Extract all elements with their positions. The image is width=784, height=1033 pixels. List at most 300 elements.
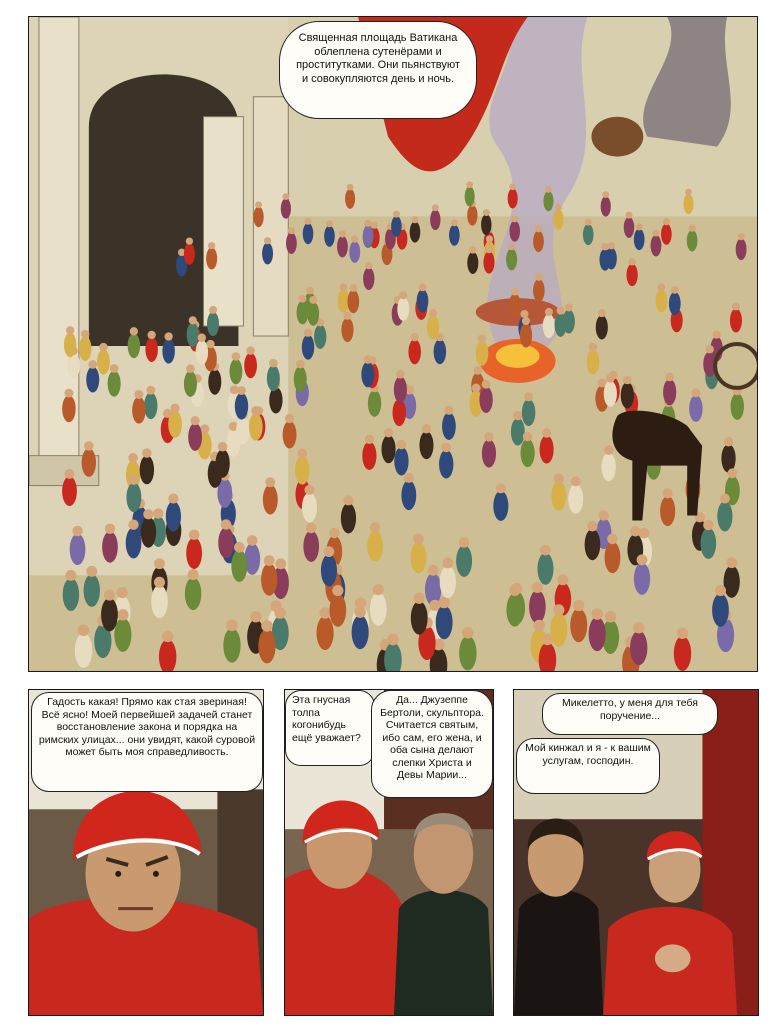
crowd-person xyxy=(314,324,326,349)
crowd-person xyxy=(483,251,494,273)
crowd-person-head xyxy=(485,246,492,253)
crowd-person-head xyxy=(329,528,340,539)
crowd-person-head xyxy=(511,288,519,296)
crowd-person-head xyxy=(117,609,128,620)
crowd-person-head xyxy=(370,522,380,532)
crowd-person xyxy=(62,395,75,422)
crowd-person xyxy=(230,359,243,385)
crowd-person xyxy=(401,480,416,510)
crowd-person xyxy=(391,216,401,237)
crowd-person xyxy=(509,294,521,318)
crowd-person xyxy=(427,315,439,339)
crowd-person-head xyxy=(599,510,609,520)
crowd-person xyxy=(604,380,617,406)
crowd-person-head xyxy=(274,607,285,618)
crowd-person-head xyxy=(190,416,199,425)
crowd-person xyxy=(361,362,374,388)
crowd-person-head xyxy=(275,558,286,569)
crowd-person xyxy=(184,371,197,397)
crowd-person xyxy=(605,542,621,574)
crowd-person xyxy=(511,418,525,446)
crowd-person xyxy=(132,397,145,424)
crowd-person xyxy=(281,198,291,218)
crowd-person-head xyxy=(625,212,632,219)
crowd-person-head xyxy=(209,306,217,314)
crowd-person xyxy=(601,453,615,482)
speech-bubble-narration: Священная площадь Ватикана облеплена сутенёрами и проститутками. Они пьянствуют и совокупляются день и ночь. xyxy=(279,21,477,119)
crowd-person-head xyxy=(306,287,314,295)
crowd-person xyxy=(337,236,348,258)
crowd-person xyxy=(465,186,475,206)
crowd-person-head xyxy=(269,359,278,368)
crowd-person xyxy=(479,386,492,413)
crowd-person-head xyxy=(441,443,451,453)
crowd-person xyxy=(601,196,611,216)
crowd-person xyxy=(555,313,567,337)
crowd-person xyxy=(585,529,601,560)
crowd-person-head xyxy=(658,283,666,291)
crowd-person-head xyxy=(299,295,307,303)
crowd-person xyxy=(64,332,76,357)
crowd-person xyxy=(97,349,110,374)
crowd-person xyxy=(394,447,408,476)
crowd-person-head xyxy=(413,534,424,545)
crowd-person xyxy=(102,531,118,562)
crowd-person-head xyxy=(285,414,294,423)
crowd-person xyxy=(436,605,453,639)
crowd-person xyxy=(302,492,317,522)
crowd-person xyxy=(624,217,635,238)
crowd-person xyxy=(141,517,156,548)
crowd-person-head xyxy=(462,627,474,639)
crowd-person xyxy=(520,323,532,348)
crowd-person-head xyxy=(720,494,730,504)
crowd-person xyxy=(140,455,154,484)
crowd-person-head xyxy=(221,519,231,529)
crowd-person-head xyxy=(339,230,346,237)
crowd-person xyxy=(439,450,453,479)
crowd-person-head xyxy=(663,488,673,498)
crowd-person-head xyxy=(623,375,632,384)
crowd-person-head xyxy=(143,509,153,519)
crowd-person-head xyxy=(264,237,271,244)
crowd-person xyxy=(151,585,168,618)
crowd-person xyxy=(410,221,421,242)
crowd-person-head xyxy=(153,508,163,518)
crowd-person-head xyxy=(198,334,206,342)
crowd-person xyxy=(307,302,319,326)
crowd-person-head xyxy=(304,485,314,495)
crowd-person xyxy=(533,231,544,252)
crowd-person xyxy=(553,209,563,230)
crowd-person-head xyxy=(533,620,545,632)
crowd-person xyxy=(634,229,645,250)
crowd-person-head xyxy=(557,307,565,315)
crowd-person-head xyxy=(237,386,246,395)
crowd-person-head xyxy=(146,386,155,395)
crowd-person xyxy=(63,578,79,611)
crowd-person-head xyxy=(442,557,453,568)
crowd-person xyxy=(411,601,428,635)
crowd-person-head xyxy=(162,630,174,642)
crowd-person-head xyxy=(304,218,311,225)
crowd-person xyxy=(397,297,409,321)
crowd-person xyxy=(302,335,314,360)
crowd-person xyxy=(347,290,359,313)
crowd-person xyxy=(86,367,99,393)
crowd-person-head xyxy=(371,222,378,229)
crowd-person-head xyxy=(399,291,407,299)
crowd-person-head xyxy=(186,364,195,373)
crowd-person-head xyxy=(351,236,358,243)
crowd-person xyxy=(269,387,282,414)
crowd-person xyxy=(509,221,520,242)
crowd-person xyxy=(263,485,278,515)
crowd-person xyxy=(589,617,606,651)
crowd-person xyxy=(370,592,387,625)
crowd-person-head xyxy=(251,406,260,415)
crowd-person-head xyxy=(608,242,615,249)
crowd-person-head xyxy=(393,211,400,218)
crowd-person-head xyxy=(524,392,533,401)
crowd-person-head xyxy=(384,428,393,437)
crowd-person xyxy=(701,528,717,559)
crowd-person xyxy=(70,534,86,565)
crowd-person-head xyxy=(466,181,473,188)
crowd-person-head xyxy=(553,604,564,615)
crowd-person-head xyxy=(340,283,348,291)
crowd-person-head xyxy=(587,521,597,531)
crowd-person-head xyxy=(703,520,713,530)
crowd-person xyxy=(551,481,566,511)
crowd-person xyxy=(634,563,650,595)
crowd-person-head xyxy=(689,225,696,232)
crowd-person-head xyxy=(66,326,74,334)
crowd-person xyxy=(522,399,536,426)
crowd-person-head xyxy=(414,593,425,604)
crowd-person-head xyxy=(147,331,155,339)
crowd-person-head xyxy=(319,607,330,618)
crowd-person-head xyxy=(554,473,564,483)
crowd-person xyxy=(114,618,131,652)
crowd-person-head xyxy=(208,242,215,249)
crowd-person xyxy=(656,289,668,312)
crowd-person-head xyxy=(571,477,581,487)
crowd-person-head xyxy=(523,432,532,441)
panel-cardinal-and-advisor xyxy=(284,689,494,1016)
crowd-person-head xyxy=(478,334,486,342)
crowd-person-head xyxy=(78,624,90,636)
crowd-person xyxy=(731,393,744,420)
crowd-person-head xyxy=(652,229,659,236)
crowd-person-head xyxy=(732,302,740,310)
crowd-person xyxy=(529,590,546,623)
crowd-person xyxy=(352,615,369,649)
crowd-person-head xyxy=(637,554,648,565)
crowd-person xyxy=(126,482,141,512)
crowd-person xyxy=(144,392,157,419)
crowd-person xyxy=(84,574,100,607)
crowd-person xyxy=(303,531,319,562)
crowd-person-head xyxy=(265,477,275,487)
crowd-person-head xyxy=(365,434,374,443)
crowd-person-head xyxy=(513,411,522,420)
crowd-person xyxy=(108,371,121,397)
speech-bubble-cardinal-question: Эта гнусная толпа когонибудь ещё уважает? xyxy=(285,690,375,766)
crowd-person-head xyxy=(573,600,584,611)
crowd-person-head xyxy=(677,627,689,639)
crowd-person xyxy=(362,442,376,470)
crowd-person-head xyxy=(396,370,405,379)
crowd-person xyxy=(651,235,662,257)
crowd-person xyxy=(207,312,219,336)
crowd-person-head xyxy=(508,243,515,250)
crowd-person xyxy=(208,369,221,395)
crowd-person-head xyxy=(81,330,89,338)
crowd-person-head xyxy=(712,330,720,338)
crowd-person-head xyxy=(715,585,726,596)
crowd-person xyxy=(62,476,77,506)
crowd-person xyxy=(493,491,508,521)
speech-bubble-cardinal: Гадость какая! Прямо как стая звериная! Всё ясно! Моей первейшей задачей станет восстановление закона и порядка на римских улицах... они увидят, какой суровой может быть моя справедливость. xyxy=(31,692,263,792)
crowd-person xyxy=(218,527,234,558)
crowd-person xyxy=(363,267,374,290)
crowd-person-head xyxy=(65,469,75,479)
crowd-person xyxy=(417,289,429,312)
crowd-person xyxy=(459,636,476,671)
crowd-person-head xyxy=(309,296,317,304)
crowd-person-head xyxy=(459,537,470,548)
crowd-person-head xyxy=(444,406,453,415)
crowd-person-head xyxy=(473,366,482,375)
crowd-person-head xyxy=(232,352,241,361)
crowd-person-head xyxy=(685,189,692,196)
crowd-person xyxy=(341,318,353,342)
crowd-person-head xyxy=(247,535,258,546)
crowd-person-head xyxy=(154,577,165,588)
crowd-person xyxy=(506,593,523,626)
crowd-person xyxy=(128,333,140,358)
crowd-person-head xyxy=(306,523,316,533)
crowd-person xyxy=(253,207,263,228)
crowd-person-head xyxy=(130,327,138,335)
crowd-person xyxy=(286,232,297,254)
crowd-person xyxy=(249,413,263,440)
crowd-person-head xyxy=(520,310,528,318)
crowd-person-head xyxy=(496,483,506,493)
crowd-person-head xyxy=(663,218,670,225)
crowd-person xyxy=(393,399,407,426)
crowd-person xyxy=(283,421,297,449)
crowd-person xyxy=(258,629,275,664)
crowd-person-head xyxy=(246,346,254,354)
crowd-person-head xyxy=(535,225,542,232)
speech-bubble-advisor-answer: Да... Джузеппе Бертоли, скульптора. Считается святым, ибо сам, его жена, и оба сына делают слепки Христа и Девы Марии... xyxy=(371,690,493,798)
crowd-person xyxy=(736,238,747,260)
crowd-person-head xyxy=(404,473,414,483)
crowd-person-head xyxy=(432,204,439,211)
crowd-person-head xyxy=(365,220,372,227)
crowd-person xyxy=(101,598,118,632)
crowd-person xyxy=(543,314,555,338)
crowd-person-head xyxy=(282,193,289,200)
crowd-person-head xyxy=(397,440,407,450)
crowd-person-head xyxy=(469,246,476,253)
crowd-person-head xyxy=(261,620,273,632)
crowd-person-head xyxy=(264,555,275,566)
crowd-person-head xyxy=(472,384,481,393)
crowd-person-head xyxy=(585,219,592,226)
crowd-person xyxy=(661,224,672,245)
crowd-person-head xyxy=(535,273,543,281)
crowd-person xyxy=(394,376,407,402)
crowd-person xyxy=(596,315,608,339)
crowd-person xyxy=(434,339,447,364)
crowd-person-head xyxy=(726,557,737,568)
crowd-person xyxy=(363,225,374,246)
crowd-person-head xyxy=(511,215,518,222)
crowd-person-head xyxy=(324,546,335,557)
crowd-person-head xyxy=(727,468,737,478)
crowd-person xyxy=(630,631,647,666)
crowd-person-head xyxy=(189,316,197,324)
crowd-person xyxy=(521,439,535,467)
crowd-person xyxy=(430,209,440,230)
crowd-person-head xyxy=(606,374,615,383)
crowd-person xyxy=(329,593,346,626)
crowd-person-head xyxy=(206,340,214,348)
crowd-person-head xyxy=(422,424,431,433)
crowd-person xyxy=(481,214,491,235)
crowd-person xyxy=(476,341,489,366)
crowd-person-head xyxy=(105,523,115,533)
crowd-person-head xyxy=(64,389,73,398)
crowd-person xyxy=(587,349,600,374)
crowd-person-head xyxy=(168,494,178,504)
crowd-person xyxy=(467,205,477,226)
crowd-person xyxy=(267,365,280,391)
crowd-person-head xyxy=(117,587,128,598)
crowd-person xyxy=(663,379,676,405)
speech-bubble-micheletto-reply: Мой кинжал и я - к вашим услугам, господин. xyxy=(516,738,660,794)
crowd-person-head xyxy=(486,235,493,242)
crowd-person-head xyxy=(591,608,602,619)
crowd-person xyxy=(196,340,209,365)
crowd-person-head xyxy=(438,597,449,608)
panel-micheletto xyxy=(513,689,759,1016)
crowd-person-head xyxy=(332,585,343,596)
crowd-person-head xyxy=(671,286,679,294)
crowd-person-head xyxy=(218,442,228,452)
crowd-person-head xyxy=(129,475,139,485)
crowd-person-head xyxy=(411,216,418,223)
crowd-person-head xyxy=(354,606,365,617)
crowd-person-head xyxy=(326,220,333,227)
crowd-person xyxy=(683,194,693,214)
crowd-person-head xyxy=(189,530,200,541)
crowd-person-head xyxy=(665,372,674,381)
crowd-person xyxy=(187,322,199,346)
crowd-person xyxy=(215,449,229,478)
speech-bubble-cardinal-order: Микелетто, у меня для тебя поручение... xyxy=(542,693,718,735)
crowd-person-head xyxy=(142,448,152,458)
crowd-person xyxy=(235,393,248,420)
crowd-person xyxy=(236,417,250,445)
crowd-person xyxy=(297,301,309,325)
crowd-person xyxy=(674,636,691,671)
crowd-person-head xyxy=(364,355,373,364)
crowd-person-head xyxy=(255,201,262,208)
crowd-person xyxy=(442,413,456,440)
crowd-person-head xyxy=(428,565,439,576)
crowd-person-head xyxy=(128,453,138,463)
crowd-person-head xyxy=(164,332,172,340)
crowd-person-head xyxy=(565,303,573,311)
crowd-person xyxy=(223,628,240,663)
crowd-person-head xyxy=(288,227,295,234)
crowd-person xyxy=(262,243,273,265)
crowd-person-head xyxy=(99,343,107,351)
crowd-person-head xyxy=(636,223,643,230)
crowd-person xyxy=(345,189,355,209)
crowd-person-head xyxy=(598,309,606,317)
panel-cardinal-angry xyxy=(28,689,264,1016)
crowd-person-head xyxy=(555,204,562,211)
crowd-person xyxy=(467,252,478,274)
crowd-person xyxy=(317,616,334,650)
crowd-person xyxy=(533,279,545,302)
crowd-person-head xyxy=(134,390,143,399)
crowd-person-head xyxy=(628,258,636,266)
crowd-person xyxy=(294,366,307,392)
crowd-person xyxy=(482,439,496,467)
crowd-person-head xyxy=(343,495,353,505)
crowd-person-head xyxy=(110,364,119,373)
crowd-person xyxy=(188,423,202,451)
crowd-person-head xyxy=(186,237,193,244)
crowd-person-head xyxy=(607,534,618,545)
crowd-person xyxy=(669,292,681,315)
crowd-person-head xyxy=(387,634,399,646)
crowd-person xyxy=(408,339,421,364)
crowd-person xyxy=(543,191,553,211)
crowd-person xyxy=(606,248,617,270)
crowd-person xyxy=(126,527,142,558)
crowd-person xyxy=(537,553,553,585)
crowd-person xyxy=(367,530,383,561)
crowd-person xyxy=(341,503,356,533)
crowd-person xyxy=(506,248,517,270)
crowd-person-head xyxy=(604,445,614,455)
crowd-person-head xyxy=(605,611,616,622)
crowd-person-head xyxy=(154,558,165,569)
crowd-person-head xyxy=(296,360,305,369)
crowd-person-head xyxy=(737,233,744,240)
crowd-person-head xyxy=(88,360,97,369)
crowd-person-head xyxy=(171,404,180,413)
crowd-person xyxy=(508,188,518,208)
crowd-person xyxy=(295,456,309,485)
crowd-person xyxy=(730,309,742,333)
crowd-person xyxy=(411,542,427,574)
crowd-person xyxy=(583,224,594,245)
crowd-person-head xyxy=(705,345,713,353)
crowd-person xyxy=(185,577,201,610)
crowd-person-head xyxy=(86,566,97,577)
crowd-person-head xyxy=(84,441,94,451)
crowd-person-head xyxy=(532,582,543,593)
crowd-person-head xyxy=(234,542,245,553)
